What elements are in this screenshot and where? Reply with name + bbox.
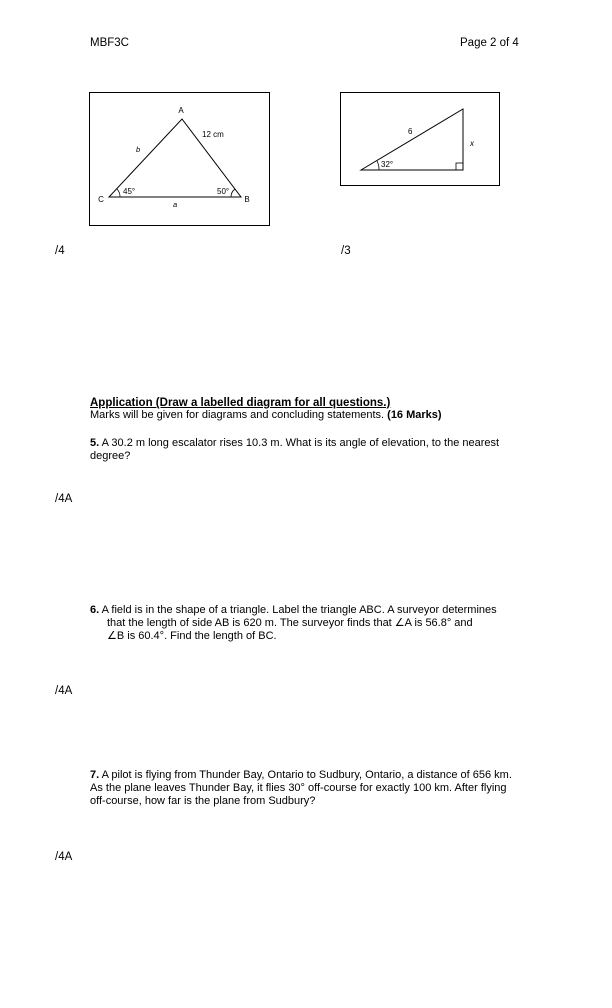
mark-left-2: /4A: [55, 493, 73, 505]
subtitle-marks: (16 Marks): [387, 409, 442, 421]
angle-c-label: 45°: [123, 187, 136, 196]
angle-label: 32°: [381, 160, 394, 169]
figure-triangle-abc: [89, 92, 270, 226]
angle-32-arc: [377, 161, 379, 170]
question-7-line-3: off-course, how far is the plane from Sudbury?: [90, 795, 316, 807]
angle-c-arc: [117, 189, 120, 197]
question-6-line-2: that the length of side AB is 620 m. The surveyor finds that ∠A is 56.8° and: [107, 617, 473, 629]
subtitle-text: Marks will be given for diagrams and concluding statements.: [90, 409, 385, 421]
right-angle-marker: [456, 163, 463, 170]
hypotenuse-label: 6: [408, 127, 413, 136]
question-6-line-1: A field is in the shape of a triangle. Label the triangle ABC. A surveyor determines: [101, 604, 497, 616]
vertex-b-label: B: [244, 195, 250, 204]
figure-right-triangle: [340, 92, 500, 186]
angle-b-arc: [231, 189, 235, 197]
mark-right-1: /3: [341, 245, 351, 257]
side-a-label: a: [173, 200, 178, 209]
question-5-number: 5.: [90, 437, 100, 449]
right-triangle-shape: [361, 109, 463, 170]
question-6-line-3: ∠B is 60.4°. Find the length of BC.: [107, 630, 277, 642]
question-5-line-2: degree?: [90, 450, 131, 462]
application-title: Application (Draw a labelled diagram for all questions.): [90, 397, 391, 409]
angle-b-label: 50°: [217, 187, 230, 196]
vertex-a-label: A: [178, 106, 184, 115]
question-6: [90, 604, 497, 643]
side-b-label: b: [136, 145, 141, 154]
triangle-abc-svg: [90, 93, 269, 225]
question-7: [90, 769, 512, 808]
vertex-c-label: C: [98, 195, 104, 204]
application-subtitle: [90, 409, 442, 422]
side-ab-label: 12 cm: [202, 130, 224, 139]
right-triangle-svg: [341, 93, 499, 185]
mark-left-3: /4A: [55, 685, 73, 697]
mark-left-4: /4A: [55, 851, 73, 863]
course-code: MBF3C: [90, 37, 129, 49]
question-6-number: 6.: [90, 604, 100, 616]
question-7-number: 7.: [90, 769, 100, 781]
page-number: Page 2 of 4: [460, 37, 519, 49]
question-5-line-1: A 30.2 m long escalator rises 10.3 m. What is its angle of elevation, to the nearest: [101, 437, 500, 449]
side-x-label: x: [470, 139, 474, 148]
question-7-line-2: As the plane leaves Thunder Bay, it flies 30° off-course for exactly 100 km. After flying: [90, 782, 507, 794]
mark-left-1: /4: [55, 245, 65, 257]
question-7-line-1: A pilot is flying from Thunder Bay, Ontario to Sudbury, Ontario, a distance of 656 km.: [101, 769, 512, 781]
question-5: [90, 437, 499, 463]
